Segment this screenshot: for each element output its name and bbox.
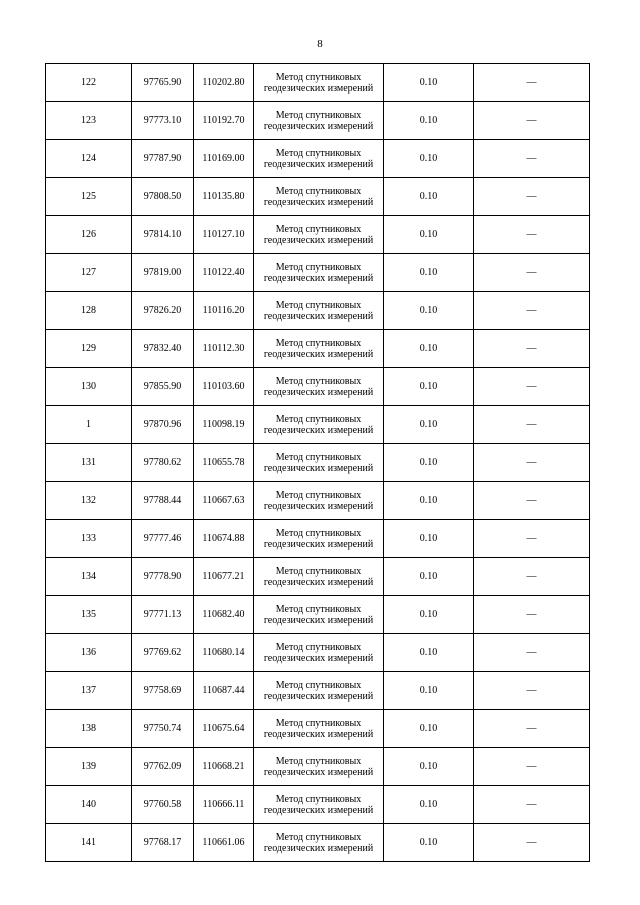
method-line-2: геодезических измерений: [263, 310, 374, 322]
method-cell: [254, 64, 384, 102]
method-line-2: геодезических измерений: [263, 538, 374, 550]
accuracy-cell: 0.10: [384, 140, 474, 178]
coord-x-cell: 97819.00: [132, 254, 194, 292]
coord-y-cell: 110169.00: [194, 140, 254, 178]
accuracy-cell: 0.10: [384, 824, 474, 862]
point-number-cell: 138: [46, 710, 132, 748]
method-line-2: геодезических измерений: [263, 348, 374, 360]
table-row: [46, 368, 590, 406]
method-line-2: геодезических измерений: [263, 196, 374, 208]
method-line-1: Метод спутниковых: [275, 489, 362, 501]
accuracy-cell: 0.10: [384, 596, 474, 634]
point-number-cell: 124: [46, 140, 132, 178]
method-cell: [254, 216, 384, 254]
coord-x-cell: 97778.90: [132, 558, 194, 596]
method-line-2: геодезических измерений: [263, 614, 374, 626]
point-number-cell: 141: [46, 824, 132, 862]
accuracy-cell: 0.10: [384, 672, 474, 710]
table-row: [46, 786, 590, 824]
table-row: [46, 64, 590, 102]
coord-x-cell: 97832.40: [132, 330, 194, 368]
note-cell: —: [474, 178, 590, 216]
method-cell: [254, 254, 384, 292]
method-cell: [254, 482, 384, 520]
point-number-cell: 123: [46, 102, 132, 140]
point-number-cell: 139: [46, 748, 132, 786]
coord-x-cell: 97787.90: [132, 140, 194, 178]
accuracy-cell: 0.10: [384, 102, 474, 140]
method-cell: [254, 178, 384, 216]
point-number-cell: 127: [46, 254, 132, 292]
coord-x-cell: 97814.10: [132, 216, 194, 254]
table-row: [46, 748, 590, 786]
table-row: [46, 140, 590, 178]
method-line-1: Метод спутниковых: [275, 109, 362, 121]
coord-y-cell: 110116.20: [194, 292, 254, 330]
note-cell: —: [474, 824, 590, 862]
coord-y-cell: 110098.19: [194, 406, 254, 444]
method-cell: [254, 710, 384, 748]
accuracy-cell: 0.10: [384, 64, 474, 102]
coord-x-cell: 97760.58: [132, 786, 194, 824]
method-cell: [254, 444, 384, 482]
coord-y-cell: 110674.88: [194, 520, 254, 558]
coord-y-cell: 110687.44: [194, 672, 254, 710]
coord-x-cell: 97855.90: [132, 368, 194, 406]
note-cell: —: [474, 292, 590, 330]
accuracy-cell: 0.10: [384, 406, 474, 444]
method-cell: [254, 824, 384, 862]
note-cell: —: [474, 558, 590, 596]
point-number-cell: 131: [46, 444, 132, 482]
table-row: [46, 102, 590, 140]
table-row: [46, 292, 590, 330]
method-line-2: геодезических измерений: [263, 804, 374, 816]
coord-y-cell: 110667.63: [194, 482, 254, 520]
method-line-1: Метод спутниковых: [275, 185, 362, 197]
coord-x-cell: 97826.20: [132, 292, 194, 330]
table-row: [46, 406, 590, 444]
method-cell: [254, 368, 384, 406]
accuracy-cell: 0.10: [384, 444, 474, 482]
method-line-2: геодезических измерений: [263, 234, 374, 246]
note-cell: —: [474, 368, 590, 406]
method-cell: [254, 558, 384, 596]
note-cell: —: [474, 596, 590, 634]
method-line-1: Метод спутниковых: [275, 337, 362, 349]
accuracy-cell: 0.10: [384, 368, 474, 406]
accuracy-cell: 0.10: [384, 292, 474, 330]
method-cell: [254, 102, 384, 140]
table-row: [46, 596, 590, 634]
table-row: [46, 178, 590, 216]
method-line-1: Метод спутниковых: [275, 603, 362, 615]
note-cell: —: [474, 406, 590, 444]
point-number-cell: 128: [46, 292, 132, 330]
coord-x-cell: 97750.74: [132, 710, 194, 748]
coord-y-cell: 110103.60: [194, 368, 254, 406]
table-row: [46, 216, 590, 254]
method-line-2: геодезических измерений: [263, 842, 374, 854]
method-cell: [254, 140, 384, 178]
coord-y-cell: 110202.80: [194, 64, 254, 102]
accuracy-cell: 0.10: [384, 216, 474, 254]
method-cell: [254, 672, 384, 710]
method-cell: [254, 596, 384, 634]
coord-y-cell: 110127.10: [194, 216, 254, 254]
accuracy-cell: 0.10: [384, 748, 474, 786]
point-number-cell: 136: [46, 634, 132, 672]
method-line-1: Метод спутниковых: [275, 831, 362, 843]
method-line-1: Метод спутниковых: [275, 717, 362, 729]
note-cell: —: [474, 520, 590, 558]
method-line-1: Метод спутниковых: [275, 565, 362, 577]
point-number-cell: 137: [46, 672, 132, 710]
coord-x-cell: 97788.44: [132, 482, 194, 520]
page-number: 8: [317, 38, 323, 50]
method-line-1: Метод спутниковых: [275, 451, 362, 463]
table-row: [46, 330, 590, 368]
coord-x-cell: 97870.96: [132, 406, 194, 444]
note-cell: —: [474, 710, 590, 748]
note-cell: —: [474, 216, 590, 254]
accuracy-cell: 0.10: [384, 520, 474, 558]
point-number-cell: 130: [46, 368, 132, 406]
method-line-2: геодезических измерений: [263, 82, 374, 94]
table-row: [46, 482, 590, 520]
point-number-cell: 125: [46, 178, 132, 216]
method-line-2: геодезических измерений: [263, 690, 374, 702]
table-row: [46, 254, 590, 292]
note-cell: —: [474, 254, 590, 292]
coord-x-cell: 97771.13: [132, 596, 194, 634]
accuracy-cell: 0.10: [384, 710, 474, 748]
coord-y-cell: 110677.21: [194, 558, 254, 596]
table-body: [46, 64, 590, 862]
method-line-2: геодезических измерений: [263, 728, 374, 740]
method-line-1: Метод спутниковых: [275, 299, 362, 311]
accuracy-cell: 0.10: [384, 330, 474, 368]
table-row: [46, 672, 590, 710]
coord-y-cell: 110122.40: [194, 254, 254, 292]
method-line-2: геодезических измерений: [263, 272, 374, 284]
coord-y-cell: 110135.80: [194, 178, 254, 216]
method-line-2: геодезических измерений: [263, 424, 374, 436]
method-cell: [254, 748, 384, 786]
method-line-2: геодезических измерений: [263, 766, 374, 778]
coord-y-cell: 110655.78: [194, 444, 254, 482]
accuracy-cell: 0.10: [384, 254, 474, 292]
table-row: [46, 824, 590, 862]
note-cell: —: [474, 444, 590, 482]
note-cell: —: [474, 140, 590, 178]
method-line-1: Метод спутниковых: [275, 147, 362, 159]
method-line-1: Метод спутниковых: [275, 641, 362, 653]
point-number-cell: 140: [46, 786, 132, 824]
note-cell: —: [474, 672, 590, 710]
coord-x-cell: 97768.17: [132, 824, 194, 862]
method-line-1: Метод спутниковых: [275, 375, 362, 387]
coord-x-cell: 97773.10: [132, 102, 194, 140]
method-line-2: геодезических измерений: [263, 500, 374, 512]
method-line-2: геодезических измерений: [263, 386, 374, 398]
note-cell: —: [474, 330, 590, 368]
table-row: [46, 634, 590, 672]
accuracy-cell: 0.10: [384, 482, 474, 520]
coord-y-cell: 110668.21: [194, 748, 254, 786]
method-cell: [254, 292, 384, 330]
method-cell: [254, 786, 384, 824]
point-number-cell: 1: [46, 406, 132, 444]
coord-y-cell: 110112.30: [194, 330, 254, 368]
coord-y-cell: 110682.40: [194, 596, 254, 634]
method-line-1: Метод спутниковых: [275, 71, 362, 83]
coord-y-cell: 110661.06: [194, 824, 254, 862]
accuracy-cell: 0.10: [384, 558, 474, 596]
method-line-2: геодезических измерений: [263, 462, 374, 474]
method-cell: [254, 406, 384, 444]
coord-y-cell: 110680.14: [194, 634, 254, 672]
coord-x-cell: 97777.46: [132, 520, 194, 558]
method-line-1: Метод спутниковых: [275, 413, 362, 425]
coordinates-table: [45, 63, 590, 862]
point-number-cell: 135: [46, 596, 132, 634]
method-cell: [254, 634, 384, 672]
table-row: [46, 520, 590, 558]
coord-y-cell: 110192.70: [194, 102, 254, 140]
point-number-cell: 129: [46, 330, 132, 368]
method-line-1: Метод спутниковых: [275, 527, 362, 539]
method-line-1: Метод спутниковых: [275, 679, 362, 691]
coord-x-cell: 97780.62: [132, 444, 194, 482]
coord-x-cell: 97758.69: [132, 672, 194, 710]
table-row: [46, 444, 590, 482]
point-number-cell: 134: [46, 558, 132, 596]
coord-x-cell: 97762.09: [132, 748, 194, 786]
table-row: [46, 558, 590, 596]
accuracy-cell: 0.10: [384, 178, 474, 216]
table-row: [46, 710, 590, 748]
coord-y-cell: 110666.11: [194, 786, 254, 824]
accuracy-cell: 0.10: [384, 786, 474, 824]
accuracy-cell: 0.10: [384, 634, 474, 672]
note-cell: —: [474, 64, 590, 102]
method-line-2: геодезических измерений: [263, 158, 374, 170]
method-line-2: геодезических измерений: [263, 576, 374, 588]
note-cell: —: [474, 482, 590, 520]
method-line-1: Метод спутниковых: [275, 223, 362, 235]
coord-y-cell: 110675.64: [194, 710, 254, 748]
method-line-1: Метод спутниковых: [275, 261, 362, 273]
coord-x-cell: 97808.50: [132, 178, 194, 216]
method-line-1: Метод спутниковых: [275, 755, 362, 767]
note-cell: —: [474, 102, 590, 140]
note-cell: —: [474, 748, 590, 786]
method-cell: [254, 330, 384, 368]
method-line-2: геодезических измерений: [263, 652, 374, 664]
point-number-cell: 122: [46, 64, 132, 102]
point-number-cell: 132: [46, 482, 132, 520]
coord-x-cell: 97765.90: [132, 64, 194, 102]
note-cell: —: [474, 634, 590, 672]
coord-x-cell: 97769.62: [132, 634, 194, 672]
method-line-2: геодезических измерений: [263, 120, 374, 132]
note-cell: —: [474, 786, 590, 824]
method-cell: [254, 520, 384, 558]
point-number-cell: 133: [46, 520, 132, 558]
method-line-1: Метод спутниковых: [275, 793, 362, 805]
point-number-cell: 126: [46, 216, 132, 254]
